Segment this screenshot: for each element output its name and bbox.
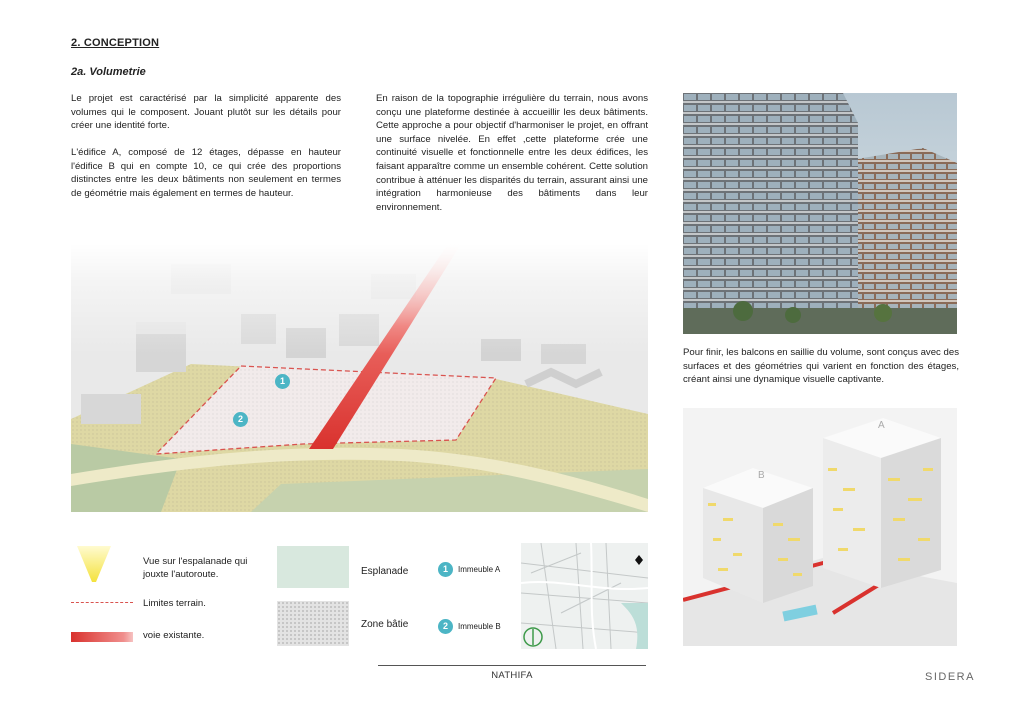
towers-render-photo [683,93,957,334]
legend-immeuble-b-label: Immeuble B [458,622,501,631]
legend-badge-immeuble-b: 2 [438,619,453,634]
footer-author: NATHIFA [491,670,533,681]
balcons-paragraph: Pour finir, les balcons en saillie du volume, sont conçus avec des surfaces et des géométries qui varient en fonction des étages, créant ainsi une dynamique visuelle captivante. [683,347,959,386]
esplanade-swatch [277,546,349,588]
intro-paragraph: Le projet est caractérisé par la simplicité apparente des volumes qui le composent. Jouant plutôt sur les détails pour créer une identité forte. [71,93,341,132]
map-badge-immeuble-b: 2 [233,412,248,427]
legend [71,541,648,649]
axonometric-model-render [683,408,957,646]
legend-esplanade-label: Esplanade [361,566,409,577]
legend-voie-label: voie existante. [143,630,205,641]
footer-divider [378,665,646,666]
model-label-a: A [878,420,885,431]
view-cone-icon [77,546,111,582]
legend-zone-label: Zone bâtie [361,619,409,630]
legend-vue-label: Vue sur l'espalanade qui jouxte l'autoroute. [143,556,248,580]
brand-logo: SIDERA [925,671,975,683]
location-minimap [521,543,648,649]
limites-dash-icon [71,602,133,603]
legend-immeuble-a-label: Immeuble A [458,565,501,574]
model-label-b: B [758,470,765,481]
legend-limites-label: Limites terrain. [143,598,206,609]
edifice-paragraph: L'édifice A, composé de 12 étages, dépasse en hauteur l'édifice B qui en compte 10, ce qui crée des proportions distinctes entre les deux bâtiments non seulement en termes de géométrie mais également en termes de hauteur. [71,147,341,199]
zone-batie-swatch [277,601,349,646]
site-map-3d [71,244,648,512]
map-badge-immeuble-a: 1 [275,374,290,389]
section-subheading: 2a. Volumetrie [71,66,146,78]
voie-bar-icon [71,632,133,642]
topographie-paragraph: En raison de la topographie irrégulière du terrain, nous avons conçu une plateforme destinée à accueillir les deux bâtiments. Cette approche a pour objectif d'harmoniser le projet, en offrant une surface nivelée. En effet ,cette plateforme crée une continuité visuelle et fonctionnelle entre les deux édifices, les faisant apparaître comme un ensemble cohérent. Cette solution contribue à atténuer les disparités du terrain, assurant ainsi une intégration harmonieuse des bâtiments dans leur environnement. [376,93,648,213]
section-heading: 2. CONCEPTION [71,37,160,49]
legend-badge-immeuble-a: 1 [438,562,453,577]
